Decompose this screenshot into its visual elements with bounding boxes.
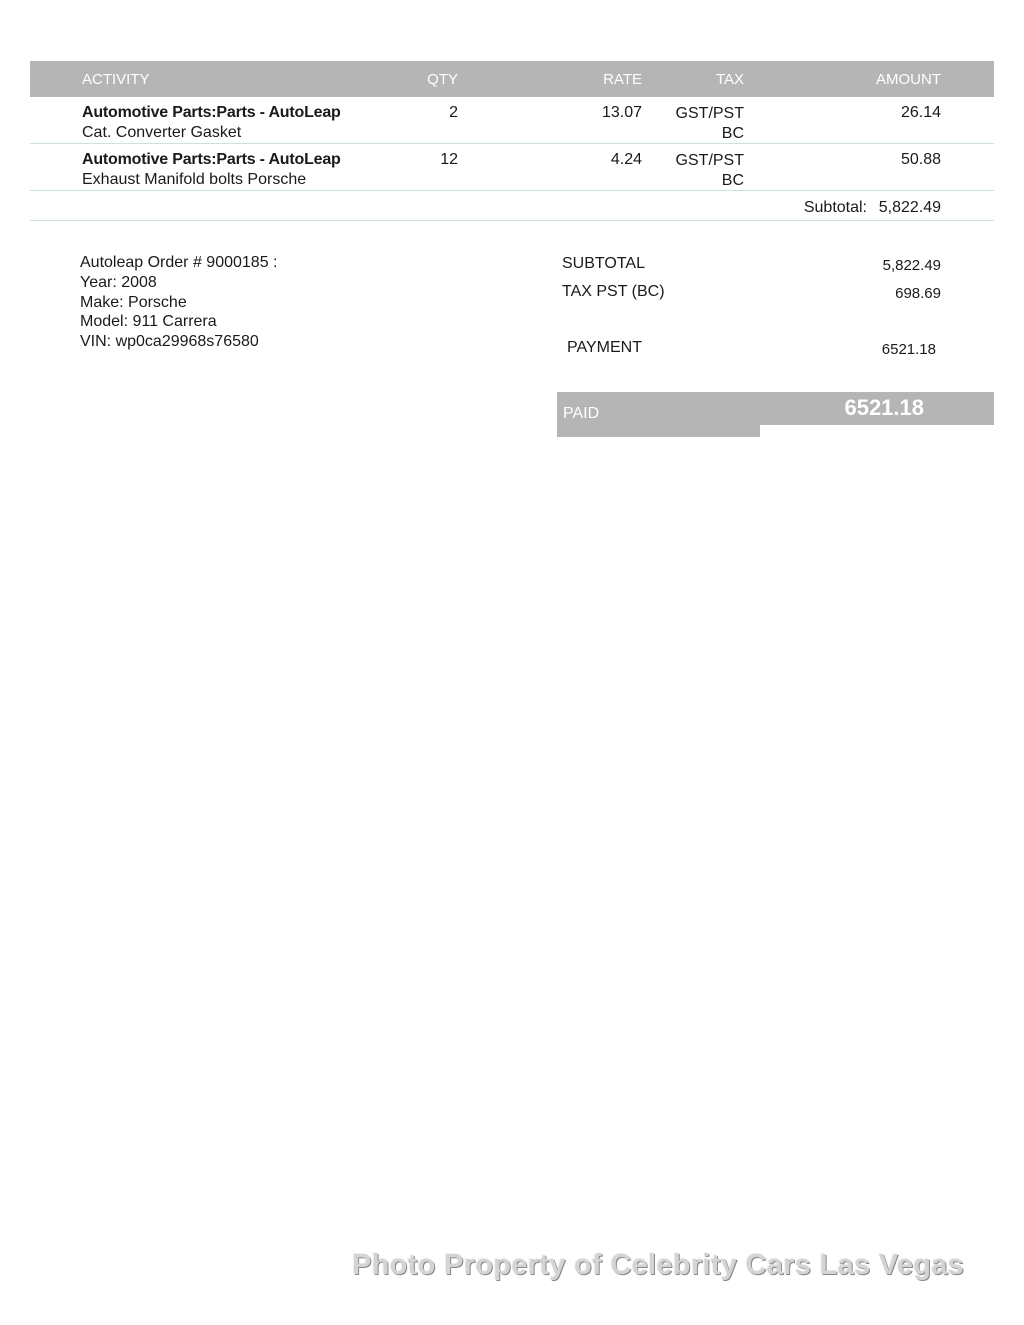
paid-amount: 6521.18 — [844, 395, 924, 420]
vehicle-memo — [80, 253, 277, 352]
summary-tax-value: 698.69 — [895, 285, 941, 302]
table-subtotal-row — [30, 191, 994, 221]
header-activity: ACTIVITY — [82, 71, 150, 88]
item-tax-line1: GST/PST — [675, 152, 744, 169]
memo-vin: VIN: wp0ca29968s76580 — [80, 333, 259, 351]
paid-bar-extension — [557, 425, 760, 437]
item-title: Automotive Parts:Parts - AutoLeap — [82, 151, 341, 168]
header-rate: RATE — [603, 71, 642, 88]
summary-subtotal-value: 5,822.49 — [882, 257, 941, 274]
table-header — [30, 61, 994, 97]
paid-bar — [557, 392, 994, 425]
summary-payment-label: PAYMENT — [567, 339, 642, 356]
item-qty: 12 — [440, 151, 458, 168]
item-qty: 2 — [449, 104, 458, 121]
header-qty: QTY — [427, 71, 458, 88]
table-row — [30, 144, 994, 191]
item-amount: 26.14 — [900, 104, 941, 121]
item-amount: 50.88 — [900, 151, 941, 168]
item-tax-line1: GST/PST — [675, 105, 744, 122]
memo-year: Year: 2008 — [80, 273, 157, 291]
item-rate: 13.07 — [601, 104, 642, 121]
table-subtotal-value: 5,822.49 — [878, 199, 941, 216]
watermark: Photo Property of Celebrity Cars Las Vegas — [352, 1249, 965, 1281]
summary-subtotal-label: SUBTOTAL — [562, 255, 645, 272]
memo-make: Make: Porsche — [80, 293, 187, 311]
header-amount: AMOUNT — [876, 71, 941, 88]
item-description: Cat. Converter Gasket — [82, 124, 242, 141]
summary-tax-label: TAX PST (BC) — [562, 283, 665, 300]
memo-order: Autoleap Order # 9000185 : — [80, 254, 278, 271]
item-title: Automotive Parts:Parts - AutoLeap — [82, 104, 341, 121]
summary-payment-value: 6521.18 — [881, 341, 936, 358]
item-tax-line2: BC — [721, 125, 744, 142]
item-description: Exhaust Manifold bolts Porsche — [82, 171, 307, 188]
item-rate: 4.24 — [610, 151, 642, 168]
item-tax — [676, 151, 744, 191]
table-row — [30, 97, 994, 144]
table-subtotal-label: Subtotal: — [803, 199, 867, 216]
item-tax-line2: BC — [721, 172, 744, 189]
paid-label: PAID — [563, 405, 600, 422]
item-tax — [676, 104, 744, 144]
header-tax: TAX — [715, 71, 744, 88]
memo-model: Model: 911 Carrera — [80, 313, 217, 331]
